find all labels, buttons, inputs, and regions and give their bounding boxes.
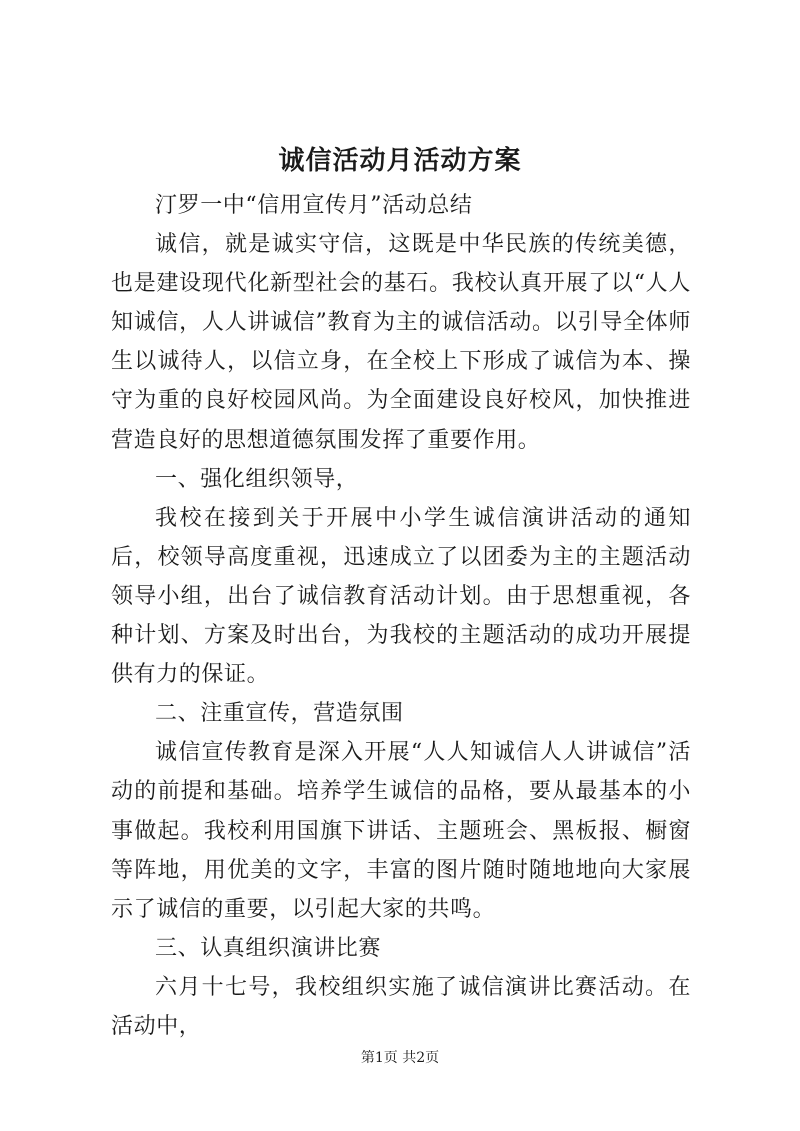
section-heading-2: 二、注重宣传，营造氛围 [155,701,404,727]
page-footer: 第1页 共2页 [360,1050,440,1066]
section-heading-3: 三、认真组织演讲比赛 [155,935,382,961]
section-heading-1: 一、强化组织领导， [155,466,359,492]
document-title: 诚信活动月活动方案 [278,146,522,176]
subtitle-paragraph: 汀罗一中“信用宣传月”活动总结 [155,193,473,218]
section-paragraph-2: 诚信宣传教育是深入开展“人人知诚信人人讲诚信”活动的前提和基础。培养学生诚信的品格，要从最基本的小事做起。我校利用国旗下讲话、主题班会、黑板报、橱窗等阵地，用优美的文字，丰富的图片随时随地地向大家展示了诚信的重要，以引起大家的共鸣。 [111,740,691,922]
section-paragraph-3: 六月十七号，我校组织实施了诚信演讲比赛活动。在活动中， [111,974,691,1039]
document-body [111,186,691,1046]
intro-paragraph: 诚信，就是诚实守信，这既是中华民族的传统美德，也是建设现代化新型社会的基石。我校认真开展了以“人人知诚信，人人讲诚信”教育为主的诚信活动。以引导全体师生以诚待人，以信立身，在全校上下形成了诚信为本、操守为重的良好校园风尚。为全面建设良好校风，加快推进营造良好的思想道德氛围发挥了重要作用。 [111,232,691,453]
section-paragraph-1: 我校在接到关于开展中小学生诚信演讲活动的通知后，校领导高度重视，迅速成立了以团委为主的主题活动领导小组，出台了诚信教育活动计划。由于思想重视，各种计划、方案及时出台，为我校的主题活动的成功开展提供有力的保证。 [111,505,691,688]
